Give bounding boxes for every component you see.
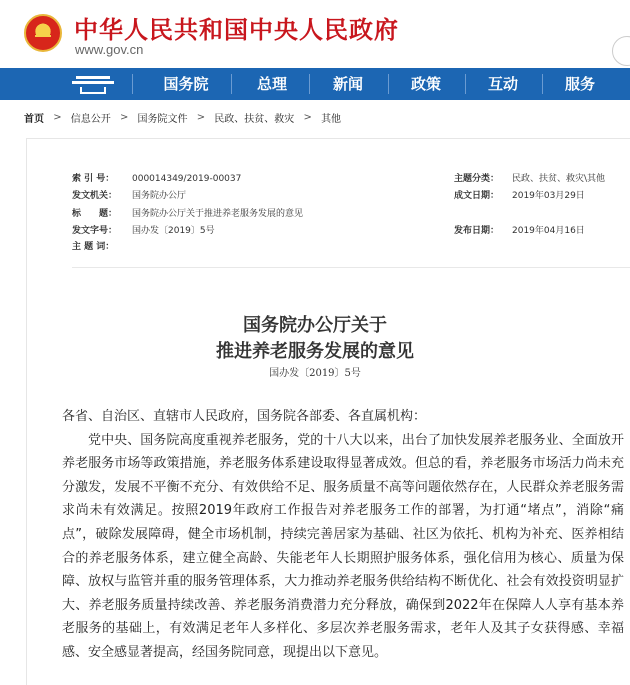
nav-item-services[interactable]: 服务 (564, 75, 595, 93)
breadcrumb (24, 110, 341, 126)
nav-divider (132, 74, 133, 94)
document-body (62, 405, 624, 665)
created-date-value: 2019年03月29日 (512, 191, 585, 201)
index-value: 000014349/2019-00037 (132, 174, 242, 184)
site-title[interactable]: 中华人民共和国中央人民政府 (74, 16, 399, 44)
nav-item-interaction[interactable]: 互动 (487, 75, 518, 93)
title-value: 国务院办公厅关于推进养老服务发展的意见 (132, 209, 304, 219)
created-date-label: 成文日期： (454, 191, 500, 201)
index-label: 索 引 号： (72, 174, 115, 184)
roof-shape-lower (72, 81, 114, 84)
nav-item-state-council[interactable]: 国务院 (163, 75, 209, 93)
published-date-value: 2019年04月16日 (512, 226, 585, 236)
body-paragraph: 党中央、国务院高度重视养老服务，党的十八大以来，出台了加快发展养老服务业、全面放开养老服务市场等政策措施，养老服务体系建设取得显著成效。但总的看，养老服务市场活力尚未充分激发，发展不平衡不充分、有效供给不足、服务质量不高等问题依然存在，人民群众养老服务需求尚未有效满足。按照2019年政府工作报告对养老服务工作的部署，为打通“堵点”，消除“痛点”，破除发展障碍，健全市场机制，持续完善居家为基础、社区为依托、机构为补充、医养相结合的养老服务体系，建立健全高龄、失能老年人长期照护服务体系，强化信用为核心、质量为保障、放权与监管并重的服务管理体系，大力推动养老服务供给结构不断优化、社会有效投资明显扩大、养老服务质量持续改善、养老服务消费潜力充分释放，确保到2022年在保障人人享有基本养老服务的基础上，有效满足老年人多样化、多层次养老服务需求，老年人及其子女获得感、幸福感、安全感显著提高，经国务院同意，现提出以下意见。 (62, 432, 624, 660)
nav-item-premier[interactable]: 总理 (256, 75, 287, 93)
chevron-right-icon: > (196, 112, 206, 123)
breadcrumb-other[interactable]: 其他 (321, 114, 342, 125)
breadcrumb-home[interactable]: 首页 (24, 114, 44, 125)
salutation: 各省、自治区、直辖市人民政府，国务院各部委、各直属机构： (62, 409, 427, 424)
document-number: 国办发〔2019〕5号 (269, 368, 361, 379)
published-date-label: 发布日期： (454, 226, 500, 236)
issuer-label: 发文机关： (72, 191, 118, 201)
site-header (0, 0, 630, 68)
issuer-value: 国务院办公厅 (132, 191, 187, 201)
doc-number-value: 国办发〔2019〕5号 (132, 226, 215, 236)
gate-icon (35, 35, 51, 43)
gate-base-shape (80, 87, 106, 94)
chevron-right-icon: > (53, 112, 62, 123)
nav-divider (231, 74, 232, 94)
breadcrumb-state-council-documents[interactable]: 国务院文件 (137, 114, 188, 125)
document-title-line-2: 推进养老服务发展的意见 (216, 341, 414, 362)
search-icon[interactable] (612, 36, 630, 66)
title-label: 标 题： (72, 209, 118, 219)
roof-shape (76, 76, 110, 79)
nav-item-policy[interactable]: 政策 (410, 75, 441, 93)
site-url[interactable]: www.gov.cn (75, 42, 144, 57)
breadcrumb-info-disclosure[interactable]: 信息公开 (70, 114, 111, 125)
national-emblem-icon[interactable] (24, 14, 62, 52)
breadcrumb-civil-affairs[interactable]: 民政、扶贫、救灾 (214, 114, 295, 125)
keywords-label: 主 题 词： (72, 242, 115, 252)
main-nav (0, 68, 630, 100)
topic-value: 民政、扶贫、救灾\其他 (512, 174, 606, 184)
nav-item-news[interactable]: 新闻 (332, 75, 363, 93)
chevron-right-icon: > (303, 112, 312, 123)
doc-number-label: 发文字号： (72, 226, 118, 236)
divider (72, 267, 630, 268)
topic-label: 主题分类： (454, 174, 500, 184)
star-icon: ★ (37, 21, 48, 35)
chevron-right-icon: > (119, 112, 129, 123)
document-title-line-1: 国务院办公厅关于 (243, 315, 387, 336)
nav-home-icon[interactable] (0, 68, 132, 100)
